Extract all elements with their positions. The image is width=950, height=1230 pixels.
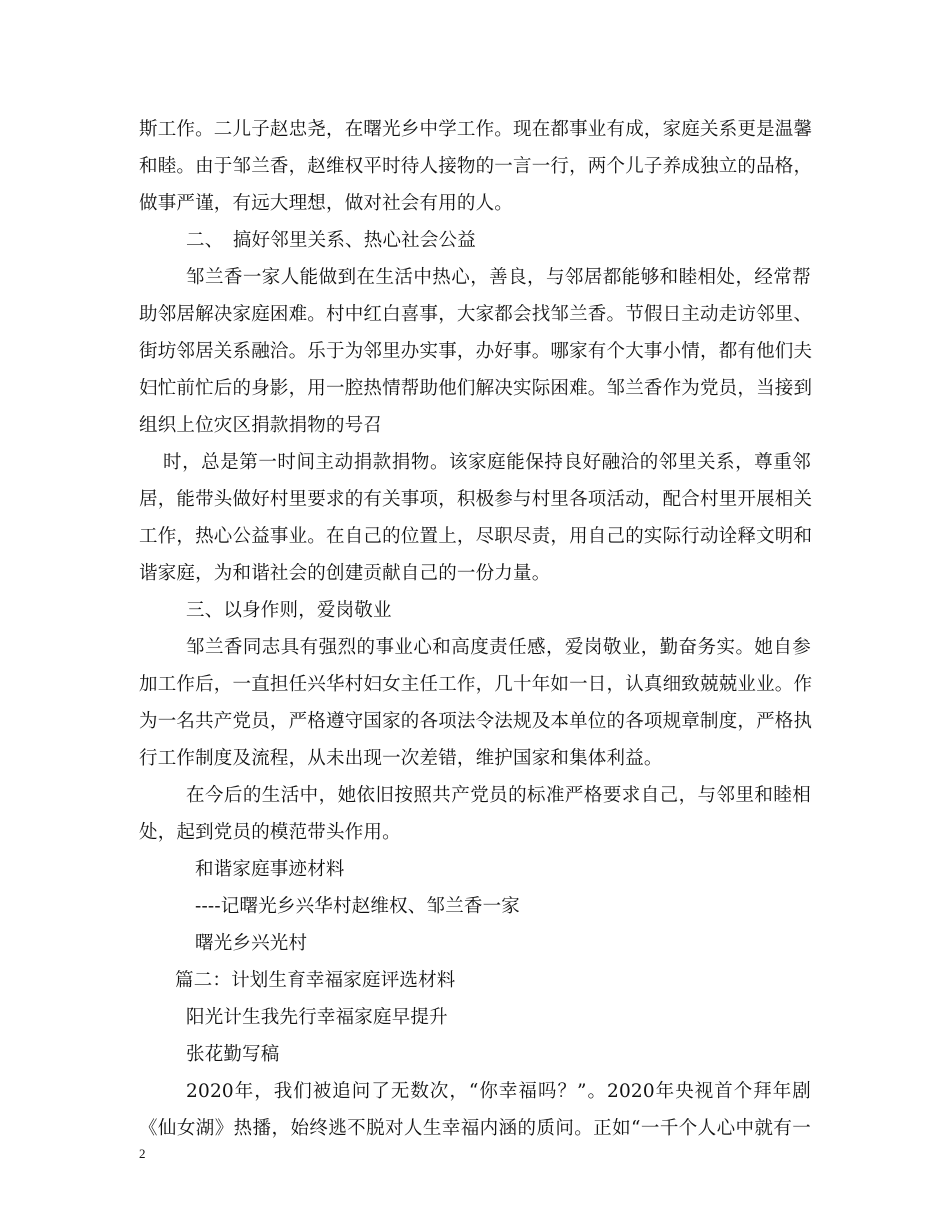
document-title: 和谐家庭事迹材料 <box>195 859 345 880</box>
body-text-line: 处，起到党员的模范带头作用。 <box>139 822 401 843</box>
body-text-line: 加工作后，一直担任兴华村妇女主任工作，几十年如一日，认真细致兢兢业业。作 <box>139 674 813 695</box>
organization-name: 曙光乡兴光村 <box>195 933 308 954</box>
body-text-line: 助邻居解决家庭困难。村中红白喜事，大家都会找邹兰香。节假日主动走访邻里、 <box>139 304 813 325</box>
body-text-line: 为一名共产党员，严格遵守国家的各项法令法规及本单位的各项规章制度，严格执 <box>139 711 813 732</box>
body-text-line: 在今后的生活中，她依旧按照共产党员的标准严格要求自己，与邻里和睦相 <box>186 785 811 806</box>
body-text-line: 时，总是第一时间主动捐款捐物。该家庭能保持良好融洽的邻里关系，尊重邻 <box>163 452 811 473</box>
section-heading: 二、 搞好邻里关系、热心社会公益 <box>186 230 476 251</box>
body-text-line: 行工作制度及流程，从未出现一次差错，维护国家和集体利益。 <box>139 748 663 769</box>
body-text-line: 居，能带头做好村里要求的有关事项，积极参与村里各项活动，配合村里开展相关 <box>139 489 813 510</box>
document-subtitle: ----记曙光乡兴华村赵维权、邹兰香一家 <box>195 896 521 917</box>
body-text-line: 斯工作。二儿子赵忠尧，在曙光乡中学工作。现在都事业有成，家庭关系更是温馨 <box>139 119 813 140</box>
page-number: 2 <box>139 1146 146 1161</box>
body-text-line: 做事严谨，有远大理想，做对社会有用的人。 <box>139 193 514 214</box>
body-text-line: 妇忙前忙后的身影，用一腔热情帮助他们解决实际困难。邹兰香作为党员，当接到 <box>139 378 813 399</box>
chapter-heading: 篇二：计划生育幸福家庭评选材料 <box>175 970 456 991</box>
section-heading: 三、以身作则，爱岗敬业 <box>186 600 392 621</box>
body-text-line: 谐家庭，为和谐社会的创建贡献自己的一份力量。 <box>139 563 551 584</box>
article-title: 阳光计生我先行幸福家庭早提升 <box>186 1007 448 1028</box>
body-text-line: 组织上位灾区捐款捐物的号召 <box>139 415 383 436</box>
body-text-line: 《仙女湖》热播，始终逃不脱对人生幸福内涵的质问。正如“一千个人心中就有一 <box>139 1118 811 1139</box>
body-text-line: 邹兰香一家人能做到在生活中热心，善良，与邻居都能够和睦相处，经常帮 <box>186 267 811 288</box>
body-text-line: 街坊邻居关系融洽。乐于为邻里办实事，办好事。哪家有个大事小情，都有他们夫 <box>139 341 813 362</box>
body-text-line: 工作，热心公益事业。在自己的位置上，尽职尽责，用自己的实际行动诠释文明和 <box>139 526 813 547</box>
article-author: 张花勤写稿 <box>186 1044 280 1065</box>
body-text-line: 邹兰香同志具有强烈的事业心和高度责任感，爱岗敬业，勤奋务实。她自参 <box>186 637 811 658</box>
body-text-line: 和睦。由于邹兰香，赵维权平时待人接物的一言一行，两个儿子养成独立的品格， <box>139 156 813 177</box>
body-text-line: 2020年，我们被追问了无数次，“你幸福吗？”。2020年央视首个拜年剧 <box>186 1081 811 1102</box>
